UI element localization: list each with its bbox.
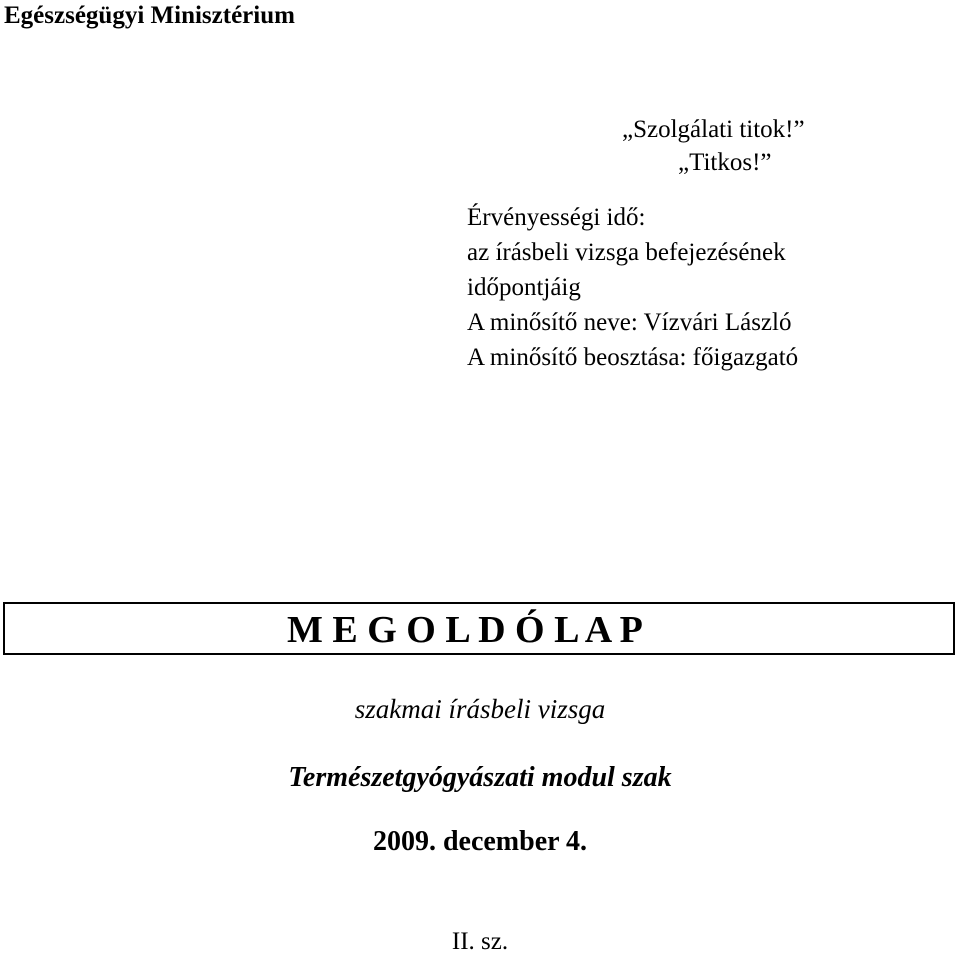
classification-secret-service: „Szolgálati titok!” [622, 116, 805, 143]
module-name: Természetgyógyászati modul szak [288, 762, 672, 793]
classification-secret: „Titkos!” [678, 149, 772, 176]
part-number: II. sz. [451, 928, 509, 955]
validity-line-2: az írásbeli vizsga befejezésének [467, 239, 786, 266]
validity-label: Érvényességi idő: [467, 204, 646, 231]
title-box [3, 602, 955, 655]
qualifier-position: A minősítő beosztása: főigazgató [467, 344, 799, 371]
validity-info [467, 200, 798, 375]
qualifier-name: A minősítő neve: Vízvári László [467, 309, 792, 336]
exam-date: 2009. december 4. [372, 826, 588, 857]
document-title: M E G O L D Ó L A P [287, 609, 643, 651]
ministry-name: Egészségügyi Minisztérium [4, 2, 295, 29]
validity-line-3: időpontjáig [467, 274, 581, 301]
exam-subtitle: szakmai írásbeli vizsga [354, 694, 606, 724]
